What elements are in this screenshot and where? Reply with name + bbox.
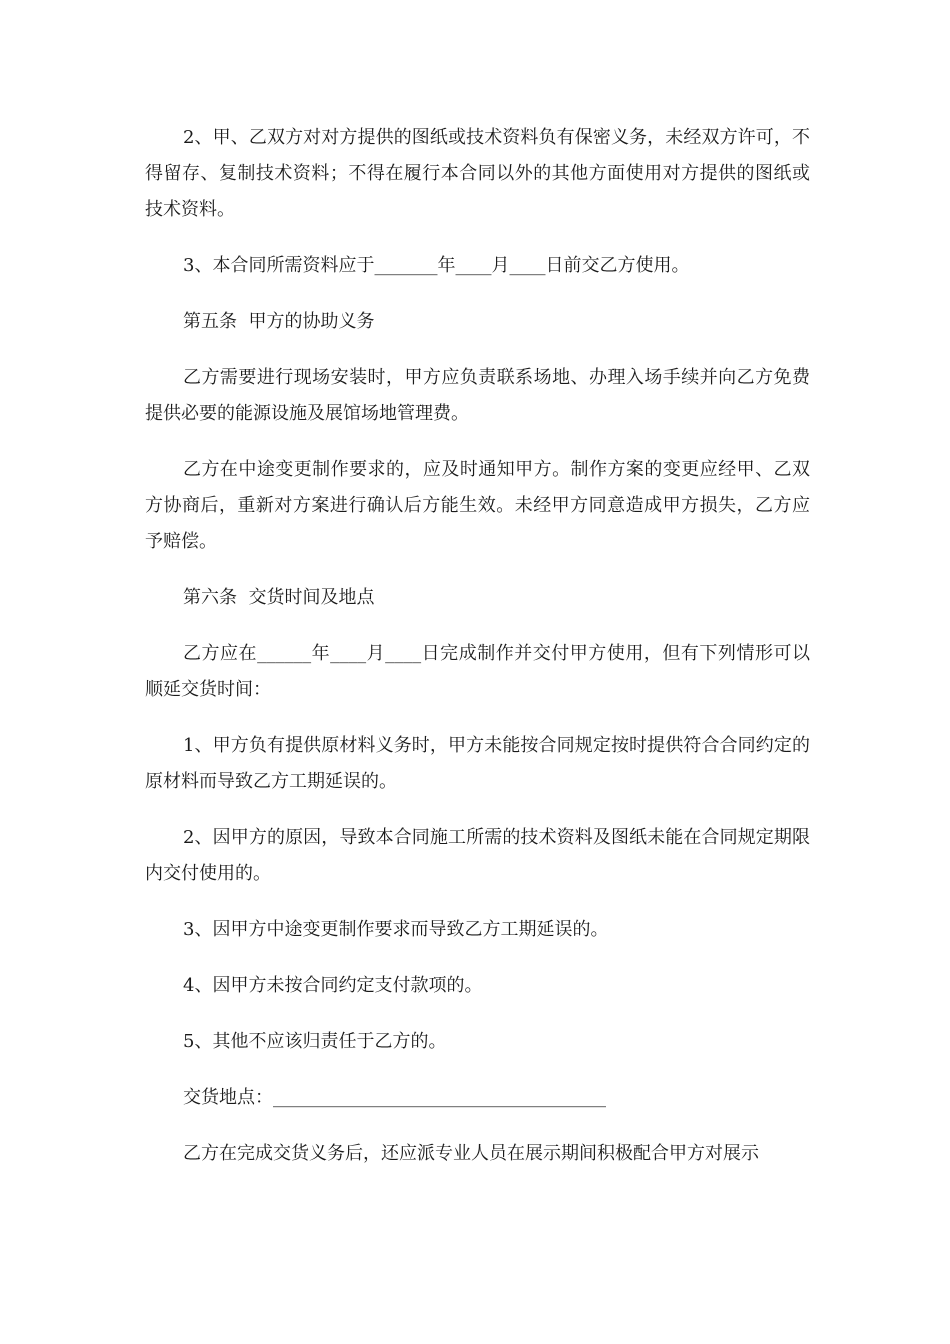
- clause-paragraph: 3、本合同所需资料应于_______年____月____日前交乙方使用。: [183, 255, 690, 276]
- list-item: 3、因甲方中途变更制作要求而导致乙方工期延误的。: [183, 919, 609, 940]
- clause-paragraph: 乙方应在______年____月____日完成制作并交付甲方使用，但有下列情形可以顺延交货时间：: [145, 643, 810, 700]
- clause-paragraph: 2、甲、乙双方对对方提供的图纸或技术资料负有保密义务，未经双方许可，不得留存、复制技术资料；不得在履行本合同以外的其他方面使用对方提供的图纸或技术资料。: [145, 127, 810, 220]
- list-item: 1、甲方负有提供原材料义务时，甲方未能按合同规定按时提供符合合同约定的原材料而导致乙方工期延误的。: [145, 735, 810, 792]
- clause-paragraph: 乙方在完成交货义务后，还应派专业人员在展示期间积极配合甲方对展示: [183, 1143, 759, 1164]
- list-item: 4、因甲方未按合同约定支付款项的。: [183, 975, 483, 996]
- document-body: [145, 120, 810, 1192]
- list-item: 5、其他不应该归责任于乙方的。: [183, 1031, 447, 1052]
- delivery-location-line: 交货地点：_____________________________________: [183, 1087, 606, 1108]
- section-heading: 第五条 甲方的协助义务: [183, 311, 375, 332]
- clause-paragraph: 乙方在中途变更制作要求的，应及时通知甲方。制作方案的变更应经甲、乙双方协商后，重新对方案进行确认后方能生效。未经甲方同意造成甲方损失，乙方应予赔偿。: [145, 459, 810, 552]
- clause-paragraph: 乙方需要进行现场安装时，甲方应负责联系场地、办理入场手续并向乙方免费提供必要的能源设施及展馆场地管理费。: [145, 367, 810, 424]
- list-item: 2、因甲方的原因，导致本合同施工所需的技术资料及图纸未能在合同规定期限内交付使用的。: [145, 827, 810, 884]
- section-heading: 第六条 交货时间及地点: [183, 587, 375, 608]
